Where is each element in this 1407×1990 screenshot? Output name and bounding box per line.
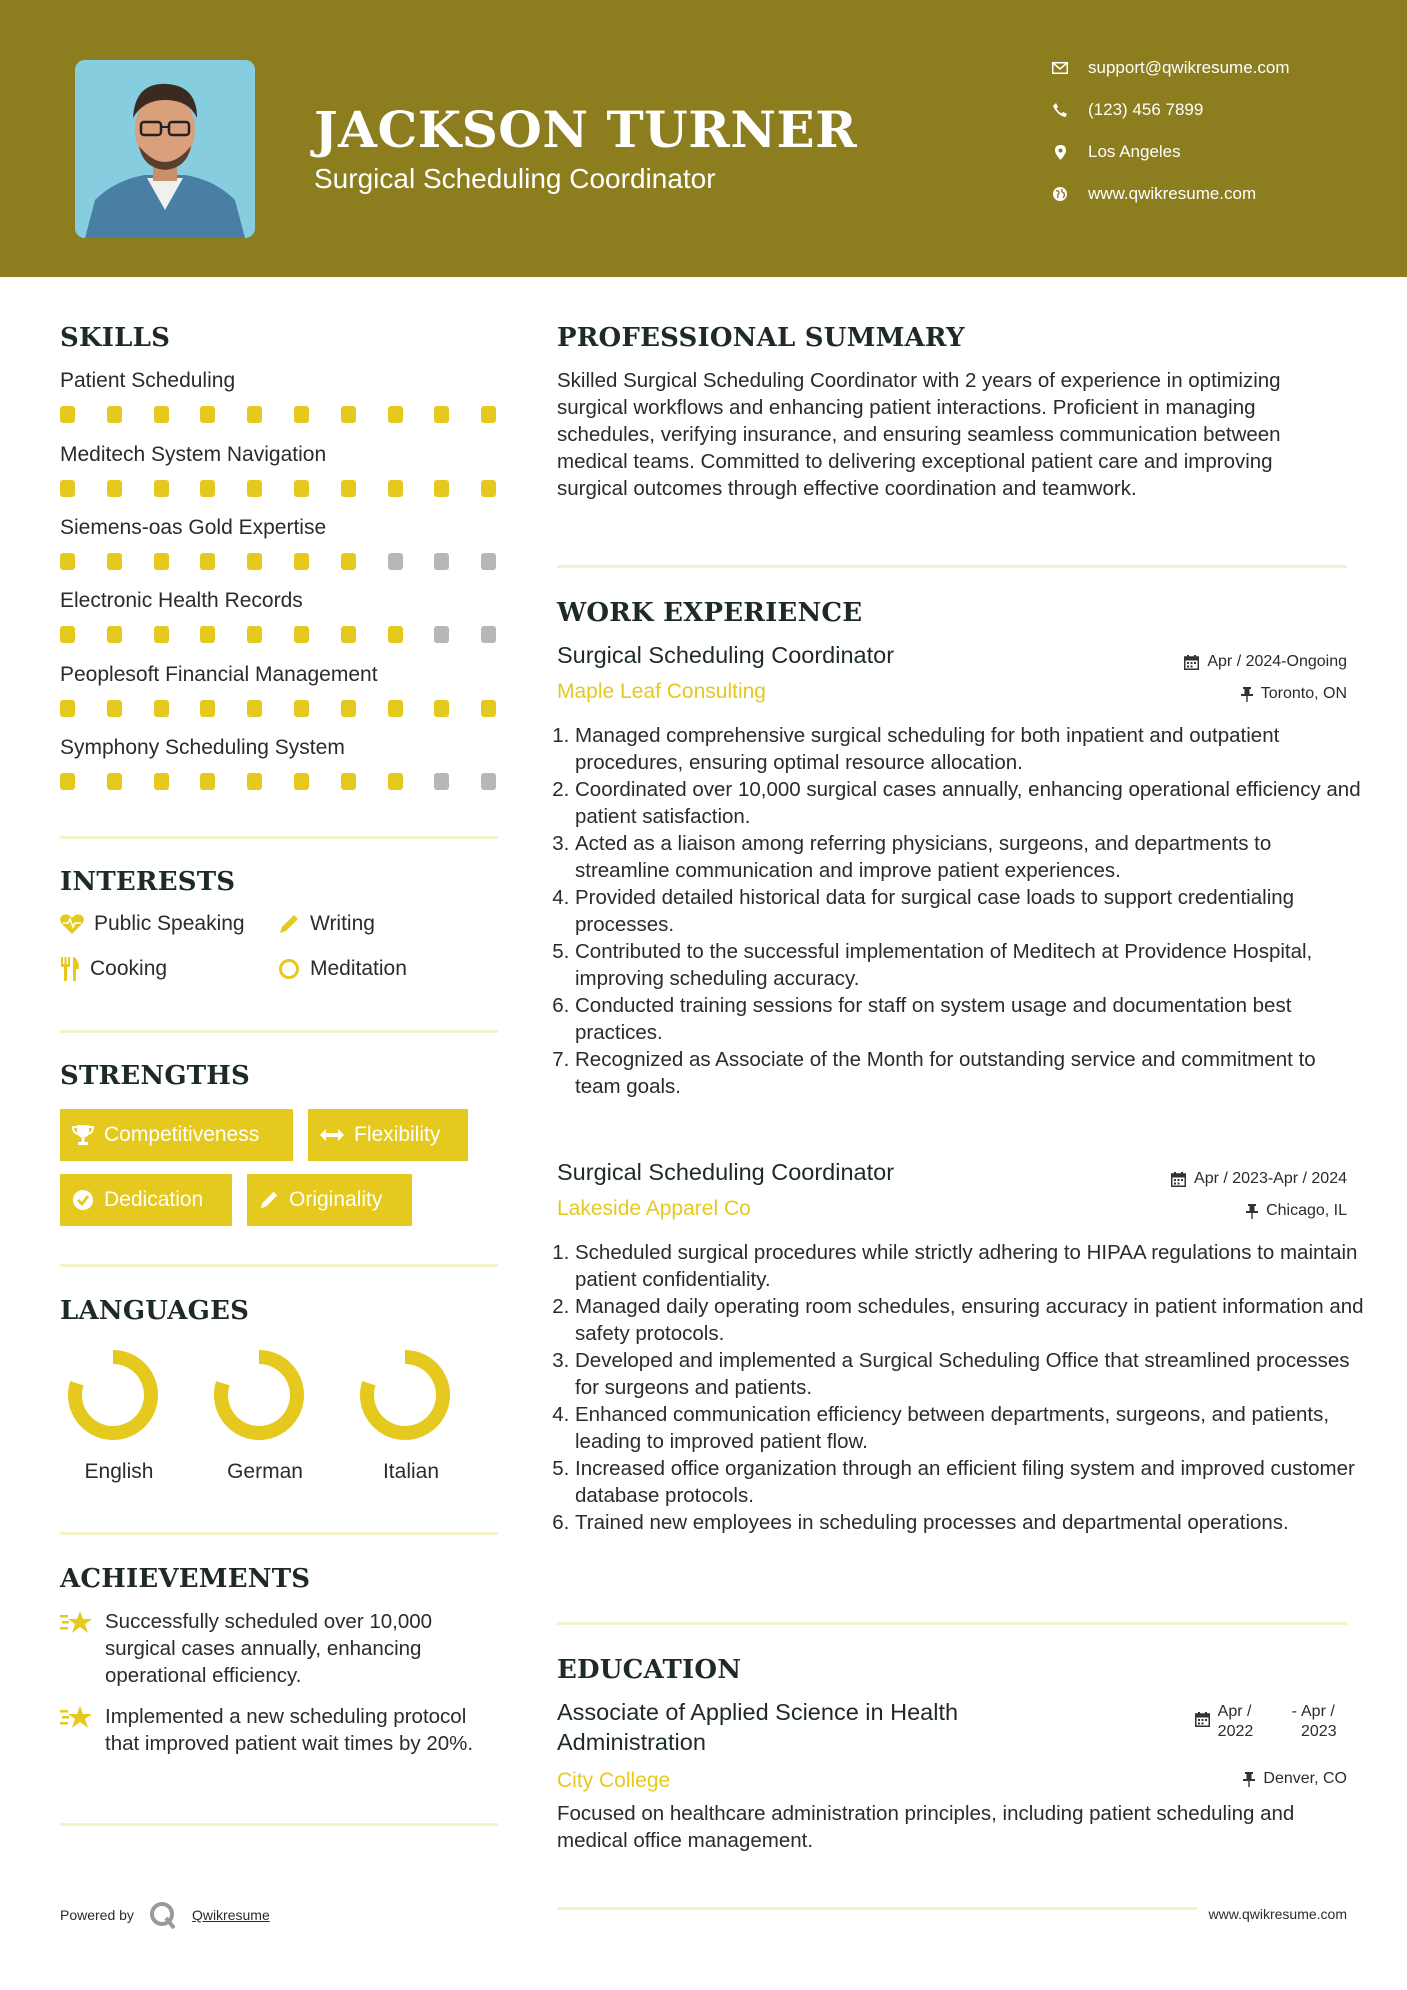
skill-dot-empty bbox=[434, 626, 449, 643]
job-dates bbox=[1184, 653, 1347, 671]
skill-dot-filled bbox=[60, 406, 75, 423]
job-dates-text: Apr / 2024-Ongoing bbox=[1207, 653, 1347, 670]
skill-dot-filled bbox=[154, 553, 169, 570]
skill-dot-empty bbox=[388, 553, 403, 570]
contact-phone[interactable] bbox=[1050, 100, 1203, 120]
skill-dot-filled bbox=[341, 773, 356, 790]
skill-dot-filled bbox=[434, 406, 449, 423]
education-location-text: Denver, CO bbox=[1263, 1770, 1347, 1787]
skill-dot-filled bbox=[200, 406, 215, 423]
skill-name: Peoplesoft Financial Management bbox=[60, 663, 378, 686]
circle-icon bbox=[278, 958, 300, 980]
section-divider bbox=[60, 836, 498, 839]
skill-dot-filled bbox=[247, 406, 262, 423]
skill-dot-filled bbox=[154, 406, 169, 423]
section-divider bbox=[60, 1030, 498, 1033]
strengths-heading: STRENGTHS bbox=[60, 1061, 251, 1091]
pushpin-icon bbox=[1243, 1772, 1255, 1787]
contact-location bbox=[1050, 142, 1181, 162]
skill-dot-filled bbox=[294, 773, 309, 790]
pushpin-icon bbox=[1241, 687, 1253, 702]
section-divider bbox=[60, 1823, 498, 1826]
interest-item bbox=[60, 957, 167, 981]
header-banner bbox=[0, 0, 1407, 277]
skill-dot-filled bbox=[60, 480, 75, 497]
skill-dot-filled bbox=[200, 553, 215, 570]
contact-location-text: Los Angeles bbox=[1088, 142, 1181, 161]
qwikresume-logo-icon bbox=[148, 1900, 178, 1930]
interest-label: Public Speaking bbox=[94, 912, 245, 935]
skill-dot-filled bbox=[294, 700, 309, 717]
skill-dot-filled bbox=[60, 700, 75, 717]
job-location bbox=[1246, 1202, 1347, 1220]
skills-heading: SKILLS bbox=[60, 323, 171, 353]
skill-rating bbox=[60, 406, 500, 424]
job-duty-item: 5. Increased office organization through an efficient filing system and improved customer database protocols. bbox=[575, 1455, 1365, 1509]
utensils-icon bbox=[60, 957, 80, 981]
skill-dot-filled bbox=[481, 406, 496, 423]
section-divider bbox=[557, 1622, 1347, 1625]
skill-dot-filled bbox=[107, 700, 122, 717]
strength-tag bbox=[60, 1109, 293, 1161]
pencil-icon bbox=[259, 1190, 279, 1210]
section-divider bbox=[557, 565, 1347, 568]
skill-dot-filled bbox=[200, 626, 215, 643]
strength-tag bbox=[308, 1109, 468, 1161]
skill-dot-filled bbox=[388, 700, 403, 717]
footer-divider bbox=[557, 1907, 1197, 1910]
skill-rating bbox=[60, 553, 500, 571]
skill-dot-filled bbox=[481, 480, 496, 497]
skill-dot-filled bbox=[294, 626, 309, 643]
profile-photo bbox=[75, 60, 255, 238]
language-proficiency-ring bbox=[212, 1348, 306, 1442]
pencil-icon bbox=[278, 913, 300, 935]
skill-dot-filled bbox=[60, 553, 75, 570]
skill-dot-filled bbox=[154, 626, 169, 643]
contact-email[interactable] bbox=[1050, 58, 1290, 78]
job-duty-item: 4. Provided detailed historical data for surgical case loads to support credentialing processes. bbox=[575, 884, 1365, 938]
skill-dot-filled bbox=[60, 626, 75, 643]
skill-dot-filled bbox=[294, 406, 309, 423]
star-badge-icon bbox=[60, 1610, 94, 1636]
achievements-heading: ACHIEVEMENTS bbox=[60, 1564, 311, 1594]
education-heading: EDUCATION bbox=[557, 1655, 742, 1685]
calendar-icon bbox=[1195, 1712, 1210, 1727]
language-label: English bbox=[84, 1460, 154, 1483]
interest-label: Writing bbox=[310, 912, 375, 935]
trophy-icon bbox=[72, 1124, 94, 1146]
summary-text: Skilled Surgical Scheduling Coordinator with 2 years of experience in optimizing surgical workflows and enhancing patient interactions. Proficient in managing schedules, verifying insurance, and ensuring seamless communication between medical teams. Committed to delivering exceptional patient care and improving surgical outcomes through effective coordination and teamwork. bbox=[557, 369, 1281, 500]
footer-website[interactable]: www.qwikresume.com bbox=[1208, 1906, 1347, 1922]
skill-dot-filled bbox=[107, 480, 122, 497]
globe-icon bbox=[1050, 184, 1070, 204]
skill-dot-filled bbox=[341, 700, 356, 717]
skill-dot-filled bbox=[341, 626, 356, 643]
skill-dot-filled bbox=[247, 626, 262, 643]
education-description: Focused on healthcare administration principles, including patient scheduling and medical office management. bbox=[557, 1802, 1295, 1852]
job-dates bbox=[1171, 1170, 1347, 1188]
interest-item bbox=[60, 912, 245, 936]
section-divider bbox=[60, 1264, 498, 1267]
skill-dot-filled bbox=[107, 773, 122, 790]
language-proficiency-ring bbox=[358, 1348, 452, 1442]
strength-label: Dedication bbox=[104, 1188, 204, 1211]
calendar-icon bbox=[1184, 655, 1199, 670]
skill-dot-filled bbox=[388, 626, 403, 643]
skill-dot-empty bbox=[434, 773, 449, 790]
job-duty-item: 1. Scheduled surgical procedures while strictly adhering to HIPAA regulations to maintain patient confidentiality. bbox=[575, 1239, 1365, 1293]
school-name: City College bbox=[557, 1769, 671, 1792]
skill-name: Patient Scheduling bbox=[60, 369, 236, 392]
interest-label: Cooking bbox=[90, 957, 168, 980]
achievement-item bbox=[60, 1608, 500, 1689]
language-label: Italian bbox=[382, 1460, 440, 1483]
skill-dot-filled bbox=[107, 626, 122, 643]
skill-dot-empty bbox=[434, 553, 449, 570]
strength-tag bbox=[247, 1174, 412, 1226]
skill-dot-filled bbox=[481, 700, 496, 717]
skill-dot-filled bbox=[200, 480, 215, 497]
phone-icon bbox=[1050, 100, 1070, 120]
candidate-name: JACKSON TURNER bbox=[314, 100, 858, 159]
skill-dot-filled bbox=[107, 406, 122, 423]
section-divider bbox=[60, 1532, 498, 1535]
candidate-role: Surgical Scheduling Coordinator bbox=[314, 163, 716, 194]
language-proficiency-ring bbox=[66, 1348, 160, 1442]
strength-label: Flexibility bbox=[354, 1123, 441, 1146]
education-location bbox=[1243, 1770, 1347, 1788]
achievement-text: Successfully scheduled over 10,000 surgical cases annually, enhancing operational efficiency. bbox=[105, 1610, 433, 1687]
language-label: German bbox=[227, 1460, 303, 1483]
contact-email-text: support@qwikresume.com bbox=[1088, 58, 1290, 77]
calendar-icon bbox=[1171, 1172, 1186, 1187]
education-dates: Apr / 2022 - Apr / 2023 bbox=[1195, 1702, 1347, 1742]
skill-dot-filled bbox=[154, 480, 169, 497]
check-circle-icon bbox=[72, 1189, 94, 1211]
interest-label: Meditation bbox=[310, 957, 407, 980]
skill-dot-filled bbox=[294, 553, 309, 570]
job-duties bbox=[557, 1239, 1365, 1536]
achievement-text: Implemented a new scheduling protocol that improved patient wait times by 20%. bbox=[105, 1705, 474, 1755]
skill-dot-filled bbox=[247, 480, 262, 497]
skill-name: Electronic Health Records bbox=[60, 589, 303, 612]
skill-dot-filled bbox=[154, 700, 169, 717]
skill-dot-filled bbox=[60, 773, 75, 790]
skill-dot-filled bbox=[388, 406, 403, 423]
job-duty-item: 7. Recognized as Associate of the Month for outstanding service and commitment to team goals. bbox=[575, 1046, 1365, 1100]
skill-dot-filled bbox=[294, 480, 309, 497]
skill-dot-filled bbox=[154, 773, 169, 790]
contact-website[interactable] bbox=[1050, 184, 1256, 204]
skill-name: Symphony Scheduling System bbox=[60, 736, 345, 759]
interest-item bbox=[278, 957, 407, 981]
job-title: Surgical Scheduling Coordinator bbox=[557, 642, 895, 668]
skill-dot-filled bbox=[107, 553, 122, 570]
skill-rating bbox=[60, 700, 500, 718]
job-duty-item: 3. Acted as a liaison among referring physicians, surgeons, and departments to streamline communication and improve patient experiences. bbox=[575, 830, 1365, 884]
job-location bbox=[1241, 685, 1347, 703]
skill-dot-filled bbox=[341, 553, 356, 570]
skill-dot-empty bbox=[481, 553, 496, 570]
education-date-end: Apr / 2023 bbox=[1301, 1703, 1337, 1740]
qwikresume-link[interactable]: Qwikresume bbox=[191, 1907, 270, 1923]
job-duties bbox=[557, 722, 1365, 1100]
skill-dot-filled bbox=[388, 773, 403, 790]
job-duty-item: 5. Contributed to the successful implementation of Meditech at Providence Hospital, improving scheduling accuracy. bbox=[575, 938, 1365, 992]
summary-heading: PROFESSIONAL SUMMARY bbox=[557, 323, 965, 353]
star-badge-icon bbox=[60, 1705, 94, 1731]
skill-name: Siemens-oas Gold Expertise bbox=[60, 516, 327, 539]
skill-dot-filled bbox=[247, 773, 262, 790]
skill-rating bbox=[60, 480, 500, 498]
skill-name: Meditech System Navigation bbox=[60, 443, 327, 466]
job-duty-item: 4. Enhanced communication efficiency between departments, surgeons, and patients, leading to improved patient flow. bbox=[575, 1401, 1365, 1455]
company-name: Lakeside Apparel Co bbox=[557, 1197, 751, 1220]
skill-dot-empty bbox=[481, 773, 496, 790]
job-location-text: Toronto, ON bbox=[1260, 685, 1347, 702]
skill-rating bbox=[60, 626, 500, 644]
skill-dot-filled bbox=[341, 480, 356, 497]
strength-tag bbox=[60, 1174, 232, 1226]
skill-dot-filled bbox=[341, 406, 356, 423]
job-location-text: Chicago, IL bbox=[1266, 1202, 1347, 1219]
company-name: Maple Leaf Consulting bbox=[557, 680, 766, 703]
powered-by-label: Powered by bbox=[60, 1907, 134, 1923]
email-icon bbox=[1050, 58, 1070, 78]
job-duty-item: 2. Managed daily operating room schedules, ensuring accuracy in patient information and safety protocols. bbox=[575, 1293, 1365, 1347]
contact-website-text: www.qwikresume.com bbox=[1088, 184, 1257, 203]
skill-rating bbox=[60, 773, 500, 791]
heartbeat-icon bbox=[60, 914, 84, 934]
skill-dot-filled bbox=[434, 700, 449, 717]
contact-phone-text: (123) 456 7899 bbox=[1088, 100, 1204, 119]
skill-dot-filled bbox=[247, 700, 262, 717]
interests-heading: INTERESTS bbox=[60, 867, 236, 897]
languages-heading: LANGUAGES bbox=[60, 1296, 250, 1326]
skill-dot-filled bbox=[388, 480, 403, 497]
experience-heading: WORK EXPERIENCE bbox=[557, 598, 863, 628]
arrows-horizontal-icon bbox=[320, 1128, 344, 1142]
pushpin-icon bbox=[1246, 1204, 1258, 1219]
interest-item bbox=[278, 912, 375, 936]
skill-dot-filled bbox=[200, 773, 215, 790]
job-duty-item: 1. Managed comprehensive surgical scheduling for both inpatient and outpatient procedures, ensuring optimal resource allocation. bbox=[575, 722, 1365, 776]
skill-dot-filled bbox=[247, 553, 262, 570]
skill-dot-empty bbox=[481, 626, 496, 643]
strength-label: Competitiveness bbox=[104, 1123, 260, 1146]
job-duty-item: 6. Trained new employees in scheduling processes and departmental operations. bbox=[575, 1509, 1365, 1536]
job-duty-item: 2. Coordinated over 10,000 surgical cases annually, enhancing operational efficiency and patient satisfaction. bbox=[575, 776, 1365, 830]
skill-dot-filled bbox=[200, 700, 215, 717]
powered-by bbox=[60, 1900, 270, 1930]
location-pin-icon bbox=[1050, 142, 1070, 162]
strength-label: Originality bbox=[289, 1188, 383, 1211]
job-dates-text: Apr / 2023-Apr / 2024 bbox=[1194, 1170, 1347, 1187]
job-duty-item: 3. Developed and implemented a Surgical Scheduling Office that streamlined processes for surgeons and patients. bbox=[575, 1347, 1365, 1401]
skill-dot-filled bbox=[434, 480, 449, 497]
job-title: Surgical Scheduling Coordinator bbox=[557, 1159, 895, 1185]
job-duty-item: 6. Conducted training sessions for staff on system usage and documentation best practices. bbox=[575, 992, 1365, 1046]
education-date-start: Apr / 2022 bbox=[1217, 1703, 1254, 1740]
achievement-item bbox=[60, 1703, 500, 1757]
degree-title: Associate of Applied Science in Health Administration bbox=[557, 1699, 959, 1755]
